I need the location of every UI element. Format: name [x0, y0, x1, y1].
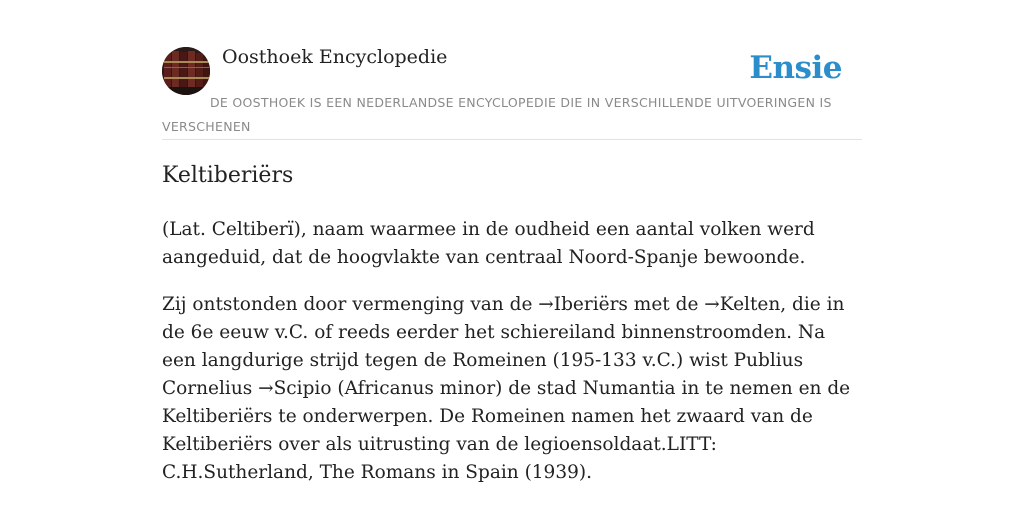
site-header — [162, 0, 862, 140]
encyclopedia-books-icon[interactable] — [162, 47, 210, 95]
entry-paragraph-2: Zij ontstonden door vermenging van de →Iberiërs met de →Kelten, die in de 6e eeuw v.C. of reeds eerder het schiereiland binnenstroomden. Na een langdurige strijd tegen de Romeinen (195-133 v.C.) wist Publius Cornelius →Scipio (Africanus minor) de stad Numantia in te nemen en de Keltiberiërs te onderwerpen. De Romeinen namen het zwaard van de Keltiberiërs over als uitrusting van de legioensoldaat.LITT: C.H.Sutherland, The Romans in Spain (1939). — [162, 294, 851, 483]
site-tagline: DE OOSTHOEK IS EEN NEDERLANDSE ENCYCLOPEDIE DIE IN VERSCHILLENDE UITVOERINGEN IS VERSCHENEN — [162, 95, 832, 134]
brand-logo[interactable]: Ensie — [749, 50, 842, 86]
entry-title: Keltiberiërs — [162, 163, 294, 188]
page-container — [162, 0, 862, 483]
entry-paragraph-1: (Lat. Celtiberï), naam waarmee in de oudheid een aantal volken werd aangeduid, dat de hoogvlakte van centraal Noord-Spanje bewoonde. — [162, 219, 815, 268]
site-title[interactable]: Oosthoek Encyclopedie — [222, 46, 448, 68]
